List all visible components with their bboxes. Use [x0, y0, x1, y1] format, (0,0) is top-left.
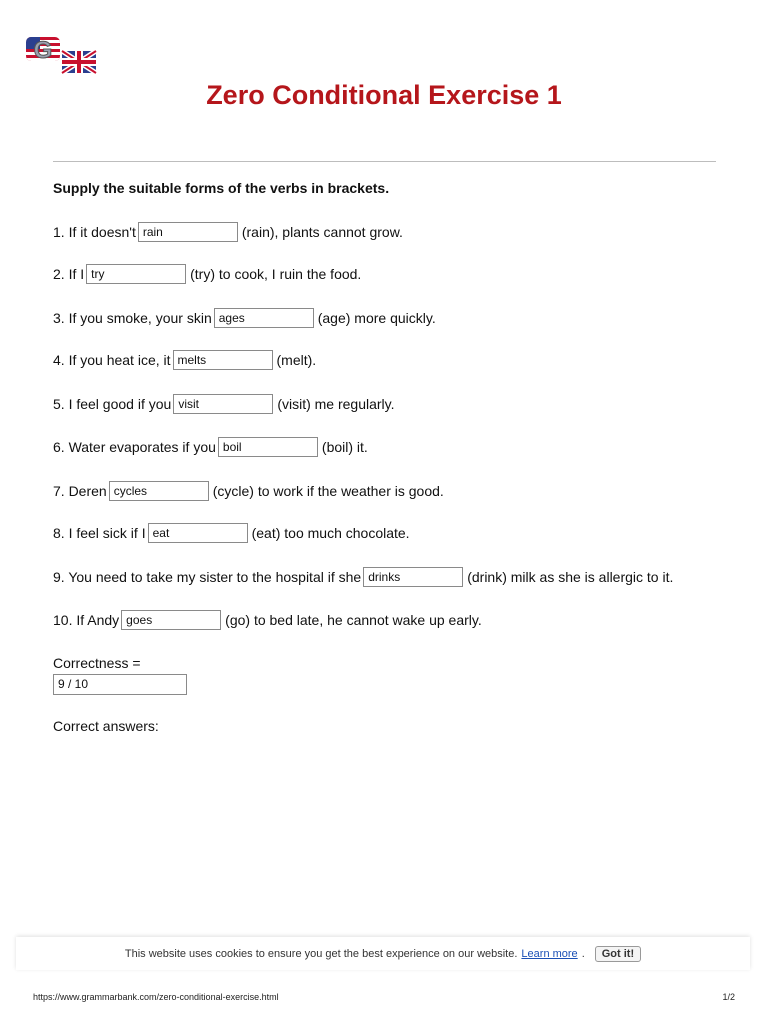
question-text-after: (go) to bed late, he cannot wake up early.	[225, 612, 482, 628]
grammarbank-logo[interactable]	[26, 37, 100, 77]
question-text-after: (visit) me regularly.	[277, 396, 395, 412]
question-text-before: 6. Water evaporates if you	[53, 439, 216, 455]
question-6	[53, 436, 368, 458]
footer-url: https://www.grammarbank.com/zero-conditional-exercise.html	[33, 992, 279, 1002]
question-7	[53, 480, 444, 502]
answer-input-1[interactable]: rain	[138, 222, 238, 242]
question-text-after: (boil) it.	[321, 439, 368, 455]
question-text-after: (drink) milk as she is allergic to it.	[467, 569, 674, 585]
answer-input-3[interactable]: ages	[214, 308, 314, 328]
question-10	[53, 609, 482, 631]
svg-text:G: G	[33, 37, 53, 64]
question-2	[53, 263, 361, 285]
footer-page-number: 1/2	[722, 992, 735, 1002]
page-title: Zero Conditional Exercise 1	[206, 80, 562, 110]
cookie-message: This website uses cookies to ensure you get the best experience on our website.	[124, 947, 518, 960]
question-text-after: (eat) too much chocolate.	[251, 525, 410, 541]
answer-input-6[interactable]: boil	[218, 437, 318, 457]
question-text-after: (rain), plants cannot grow.	[241, 224, 403, 240]
question-text-after: (cycle) to work if the weather is good.	[212, 483, 444, 499]
question-text-before: 2. If I	[53, 266, 85, 282]
logo-flags-icon	[26, 37, 100, 77]
question-text-before: 1. If it doesn't	[53, 224, 136, 240]
correctness-label: Correctness =	[53, 655, 141, 671]
answer-input-10[interactable]: goes	[121, 610, 221, 630]
question-text-before: 10. If Andy	[53, 612, 120, 628]
question-text-after: (age) more quickly.	[317, 310, 436, 326]
score-field[interactable]: 9 / 10	[53, 674, 187, 695]
answer-input-2[interactable]: try	[86, 264, 186, 284]
question-text-before: 3. If you smoke, your skin	[53, 310, 212, 326]
question-text-before: 8. I feel sick if I	[53, 525, 146, 541]
answer-input-8[interactable]: eat	[148, 523, 248, 543]
question-text-before: 5. I feel good if you	[53, 396, 172, 412]
question-4	[53, 349, 316, 371]
question-text-before: 9. You need to take my sister to the hospital if she	[53, 569, 362, 585]
learn-more-link[interactable]: Learn more	[521, 947, 578, 960]
instruction-text: Supply the suitable forms of the verbs in brackets.	[53, 180, 390, 196]
answer-input-7[interactable]: cycles	[109, 481, 209, 501]
question-3	[53, 307, 436, 329]
question-text-before: 7. Deren	[53, 483, 107, 499]
question-9	[53, 566, 673, 588]
correct-answers-label: Correct answers:	[53, 718, 159, 734]
question-1	[53, 221, 403, 243]
got-it-button[interactable]: Got it!	[595, 946, 641, 962]
answer-input-5[interactable]: visit	[173, 394, 273, 414]
question-text-after: (try) to cook, I ruin the food.	[190, 266, 362, 282]
cookie-period: .	[581, 947, 585, 960]
answer-input-9[interactable]: drinks	[363, 567, 463, 587]
cookie-banner	[16, 937, 750, 970]
question-8	[53, 522, 410, 544]
answer-input-4[interactable]: melts	[173, 350, 273, 370]
question-5	[53, 393, 395, 415]
question-text-after: (melt).	[276, 352, 317, 368]
divider	[53, 161, 716, 162]
question-text-before: 4. If you heat ice, it	[53, 352, 171, 368]
